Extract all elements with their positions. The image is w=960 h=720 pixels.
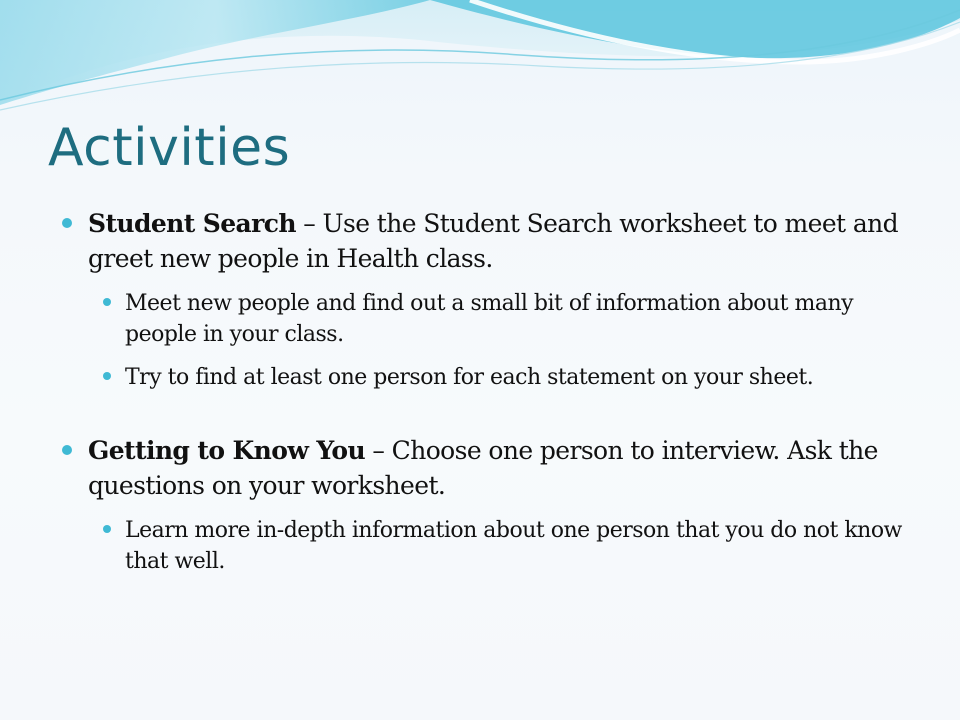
sub-bullet-icon — [103, 298, 111, 306]
wave-decoration — [0, 0, 960, 130]
bullet-heading: Student Search — [88, 209, 296, 238]
bullet-item-getting-to-know-you — [62, 433, 922, 503]
sub-bullet-text: Meet new people and find out a small bit of information about many people in your class. — [125, 291, 854, 347]
sub-bullet-icon — [103, 525, 111, 533]
bullet-list — [62, 206, 922, 577]
sub-bullet-item — [62, 515, 922, 577]
slide-title: Activities — [48, 118, 291, 178]
bullet-text — [88, 433, 922, 503]
bullet-heading: Getting to Know You — [88, 436, 366, 465]
bullet-body: – Choose one person to interview. Ask the questions on your worksheet. — [88, 436, 878, 500]
sub-bullet-icon — [103, 372, 111, 380]
bullet-icon — [62, 445, 72, 455]
bullet-body: – Use the Student Search worksheet to meet and greet new people in Health class. — [88, 209, 899, 273]
bullet-item-student-search — [62, 206, 922, 276]
sub-bullet-text: Learn more in-depth information about one person that you do not know that well. — [125, 518, 902, 574]
sub-bullet-item — [62, 288, 922, 350]
bullet-text — [88, 206, 922, 276]
bullet-icon — [62, 218, 72, 228]
sub-bullet-item — [62, 362, 922, 393]
sub-bullet-text: Try to find at least one person for each statement on your sheet. — [125, 365, 814, 390]
